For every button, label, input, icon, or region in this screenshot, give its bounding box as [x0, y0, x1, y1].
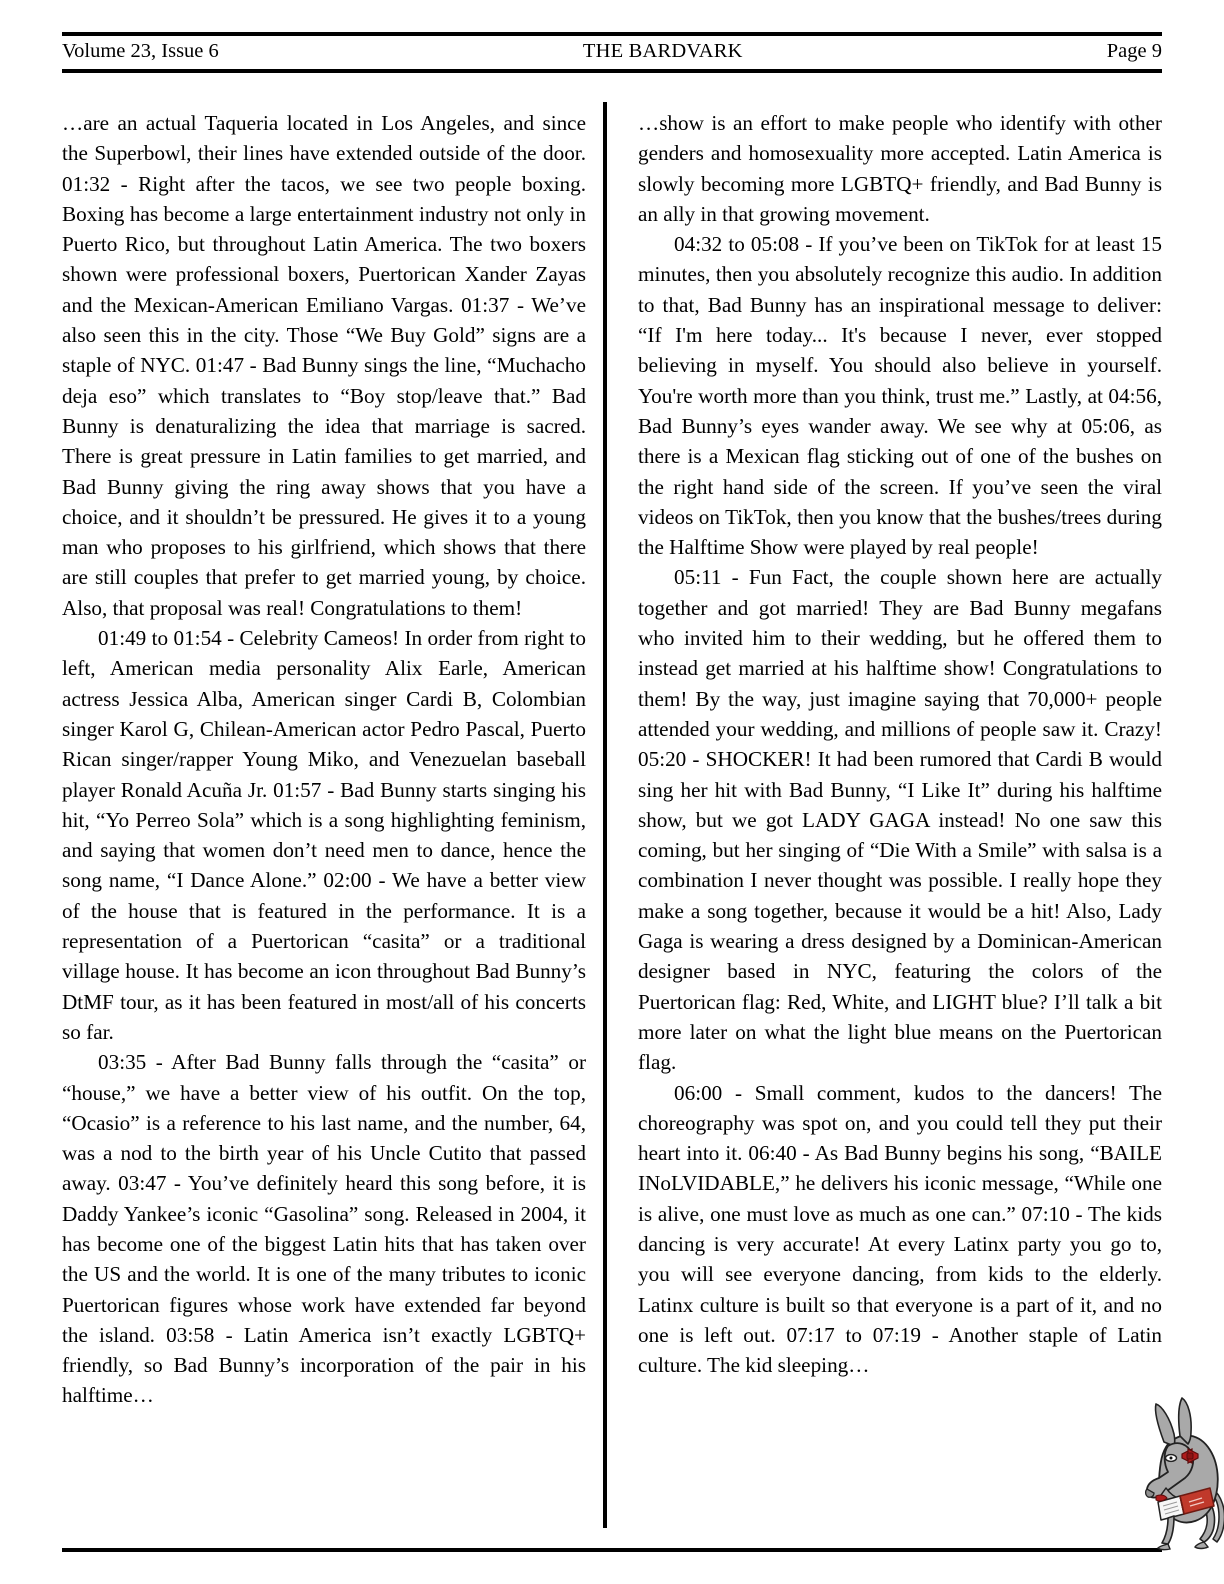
- paragraph: 01:49 to 01:54 - Celebrity Cameos! In order from right to left, American media personality Alix Earle, American actress Jessica Alba, American singer Cardi B, Colombian singer Karol G, Chilean-American actor Pedro Pascal, Puerto Rican singer/rapper Young Miko, and Venezuelan baseball player Ronald Acuña Jr. 01:57 - Bad Bunny starts singing his hit, “Yo Perreo Sola” which is a song highlighting feminism, and saying that women don’t need men to dance, hence the song name, “I Dance Alone.” 02:00 - We have a better view of the house that is featured in the performance. It is a representation of a Puertorican “casita” or a traditional village house. It has become an icon throughout Bad Bunny’s DtMF tour, as it has been featured in most/all of his concerts so far.: [62, 626, 586, 1044]
- column-left: [62, 108, 586, 1411]
- article-body: [62, 108, 1162, 1540]
- paragraph: …are an actual Taqueria located in Los Angeles, and since the Superbowl, their lines have extended outside of the door. 01:32 - Right after the tacos, we see two people boxing. Boxing has become a large entertainment industry not only in Puerto Rico, but throughout Latin America. The two boxers shown were professional boxers, Puertorican Xander Zayas and the Mexican-American Emiliano Vargas. 01:37 - We’ve also seen this in the city. Those “We Buy Gold” signs are a staple of NYC. 01:47 - Bad Bunny sings the line, “Muchacho deja eso” which translates to “Boy stop/leave that.” Bad Bunny is denaturalizing the idea that marriage is sacred. There is great pressure in Latin families to get married, and Bad Bunny giving the ring away shows that you have a choice, and it shouldn’t be pressured. He gives it to a young man who proposes to his girlfriend, which shows that there are still couples that prefer to get married young, by choice. Also, that proposal was real! Congratulations to them!: [62, 111, 586, 620]
- column-right: [638, 108, 1162, 1380]
- publication-title: THE BARDVARK: [582, 40, 743, 62]
- paragraph: 06:00 - Small comment, kudos to the dancers! The choreography was spot on, and you could tell they put their heart into it. 06:40 - As Bad Bunny begins his song, “BAILE INoLVIDABLE,” he delivers his iconic message, “While one is alive, one must love as much as one can.” 07:10 - The kids dancing is very accurate! At every Latinx party you go to, you will see everyone dancing, from kids to the elderly. Latinx culture is built so that everyone is a part of it, and no one is left out. 07:17 to 07:19 - Another staple of Latin culture. The kid sleeping…: [638, 1080, 1162, 1378]
- running-head: [62, 32, 1162, 73]
- column-divider-rule: [603, 102, 607, 1528]
- page-number-label: Page 9: [1106, 40, 1162, 62]
- volume-issue-label: Volume 23, Issue 6: [62, 40, 219, 62]
- footer-rule: [62, 1548, 1162, 1552]
- paragraph: 04:32 to 05:08 - If you’ve been on TikTok for at least 15 minutes, then you absolutely recognize this audio. In addition to that, Bad Bunny has an inspirational message to deliver: “If I'm here today... It's because I never, ever stopped believing in myself. You should also believe in yourself. You're worth more than you think, trust me.” Lastly, at 04:56, Bad Bunny’s eyes wander away. We see why at 05:06, as there is a Mexican flag sticking out of one of the bushes on the right hand side of the screen. If you’ve seen the viral videos on TikTok, then you know that the bushes/trees during the Halftime Show were played by real people!: [638, 232, 1162, 560]
- paragraph: …show is an effort to make people who identify with other genders and homosexuality more accepted. Latin America is slowly becoming more LGBTQ+ friendly, and Bad Bunny is an ally in that growing movement.: [638, 111, 1162, 226]
- paragraph: 03:35 - After Bad Bunny falls through the “casita” or “house,” we have a better view of his outfit. On the top, “Ocasio” is a reference to his last name, and the number, 64, was a nod to the birth year of his Uncle Cutito that passed away. 03:47 - You’ve definitely heard this song before, it is Daddy Yankee’s iconic “Gasolina” song. Released in 2004, it has become one of the biggest Latin hits that has taken over the US and the world. It is one of the many tributes to iconic Puertorican figures whose work have extended far beyond the island. 03:58 - Latin America isn’t exactly LGBTQ+ friendly, so Bad Bunny’s incorporation of the pair in his halftime…: [62, 1050, 586, 1408]
- paragraph: 05:11 - Fun Fact, the couple shown here are actually together and got married! They are Bad Bunny megafans who invited him to their wedding, but he offered them to instead get married at his halftime show! Congratulations to them! By the way, just imagine saying that 70,000+ people attended your wedding, and millions of people saw it. Crazy! 05:20 - SHOCKER! It had been rumored that Cardi B would sing her hit with Bad Bunny, “I Like It” during his halftime show, but we got LADY GAGA instead! No one saw this coming, but her singing of “Die With a Smile” with salsa is a combination I never thought was possible. I really hope they make a song together, because it would be a hit! Also, Lady Gaga is wearing a dress designed by a Dominican-American designer based in NYC, featuring the colors of the Puertorican flag: Red, White, and LIGHT blue? I’ll talk a bit more later on what the light blue means on the Puertorican flag.: [638, 565, 1162, 1075]
